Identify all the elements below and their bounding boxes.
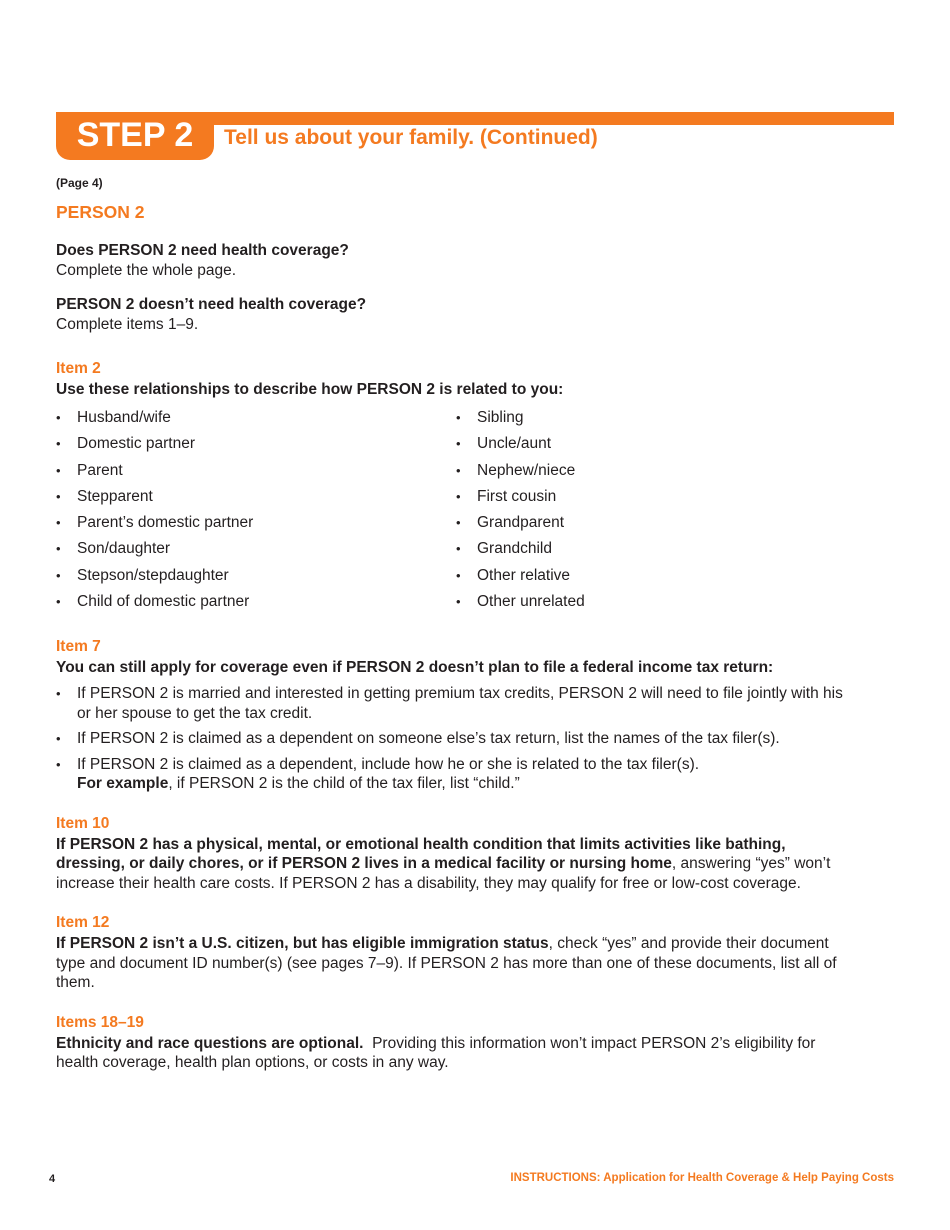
list-item: • Uncle/aunt [456, 431, 856, 457]
relationship-column-right [456, 405, 856, 615]
list-item: • Parent’s domestic partner [56, 510, 456, 536]
item-10-label: Item 10 [56, 814, 110, 832]
item-10-rest: , answering “yes” won’t increase their health care costs. If PERSON 2 has a disability, they may qualify for free or low-cost coverage. [56, 855, 831, 892]
example-text: , if PERSON 2 is the child of the tax filer, list “child.” [168, 775, 520, 793]
relationship-column-left [56, 405, 456, 615]
page-reference: (Page 4) [56, 176, 103, 190]
list-item: • If PERSON 2 is claimed as a dependent on someone else’s tax return, list the names of the tax filer(s). [56, 729, 856, 749]
item-12-label: Item 12 [56, 914, 110, 932]
items-18-19-label: Items 18–19 [56, 1013, 144, 1031]
list-item: • Other unrelated [456, 589, 856, 615]
list-item: • Stepparent [56, 484, 456, 510]
step-badge: STEP 2 [56, 112, 214, 160]
person-heading: PERSON 2 [56, 202, 145, 222]
item-12-bold: If PERSON 2 isn’t a U.S. citizen, but has eligible immigration status [56, 935, 549, 953]
list-item [56, 755, 856, 794]
item-10-bold: If PERSON 2 has a physical, mental, or emotional health condition that limits activities like bathing, dressing, or daily chores, or if PERSON 2 lives in a medical facility or nursing home [56, 835, 786, 873]
item-12-rest: , check “yes” and provide their document type and document ID number(s) (see pages 7–9). If PERSON 2 has more than one of these documents, list all of them. [56, 935, 837, 992]
items-18-19-bold: Ethnicity and race questions are optional. [56, 1034, 364, 1052]
coverage-not-needed-question: PERSON 2 doesn’t need health coverage? [56, 296, 367, 313]
relationship-list [56, 405, 856, 615]
page-content [56, 176, 856, 1073]
items-18-19-rest: Providing this information won’t impact PERSON 2’s eligibility for health coverage, health plan options, or costs in any way. [56, 1034, 820, 1072]
list-item: • Domestic partner [56, 431, 456, 457]
coverage-not-needed-block [56, 295, 856, 335]
coverage-not-needed-instruction: Complete items 1–9. [56, 316, 199, 333]
list-item: • Parent [56, 458, 456, 484]
list-item: • Grandchild [456, 536, 856, 562]
item-2-heading: Use these relationships to describe how PERSON 2 is related to you: [56, 381, 564, 398]
items-18-19-text [56, 1034, 856, 1073]
bullet-text: If PERSON 2 is claimed as a dependent, include how he or she is related to the tax filer(s). [77, 755, 700, 773]
example-label: For example [77, 775, 169, 793]
item-7-heading: You can still apply for coverage even if PERSON 2 doesn’t plan to file a federal income tax return: [56, 659, 774, 677]
list-item: • Husband/wife [56, 405, 456, 431]
item-10-text [56, 835, 856, 894]
footer-page-number: 4 [49, 1173, 56, 1185]
list-item: • First cousin [456, 484, 856, 510]
item-2-label: Item 2 [56, 360, 101, 377]
list-item: • Child of domestic partner [56, 589, 456, 615]
list-item: • Stepson/stepdaughter [56, 563, 456, 589]
section-title: Tell us about your family. (Continued) [224, 126, 598, 149]
item-7-label: Item 7 [56, 638, 101, 656]
list-item: • Nephew/niece [456, 458, 856, 484]
item-7-bullets [56, 684, 856, 794]
coverage-needed-block [56, 241, 856, 281]
item-12-text [56, 934, 856, 993]
list-item: • Other relative [456, 563, 856, 589]
list-item: • If PERSON 2 is married and interested in getting premium tax credits, PERSON 2 will need to file jointly with his or her spouse to get the tax credit. [56, 684, 856, 723]
coverage-needed-instruction: Complete the whole page. [56, 262, 237, 279]
list-item: • Sibling [456, 405, 856, 431]
footer-title: INSTRUCTIONS: Application for Health Coverage & Help Paying Costs [510, 1172, 894, 1184]
list-item: • Son/daughter [56, 536, 456, 562]
coverage-needed-question: Does PERSON 2 need health coverage? [56, 242, 349, 259]
list-item: • Grandparent [456, 510, 856, 536]
